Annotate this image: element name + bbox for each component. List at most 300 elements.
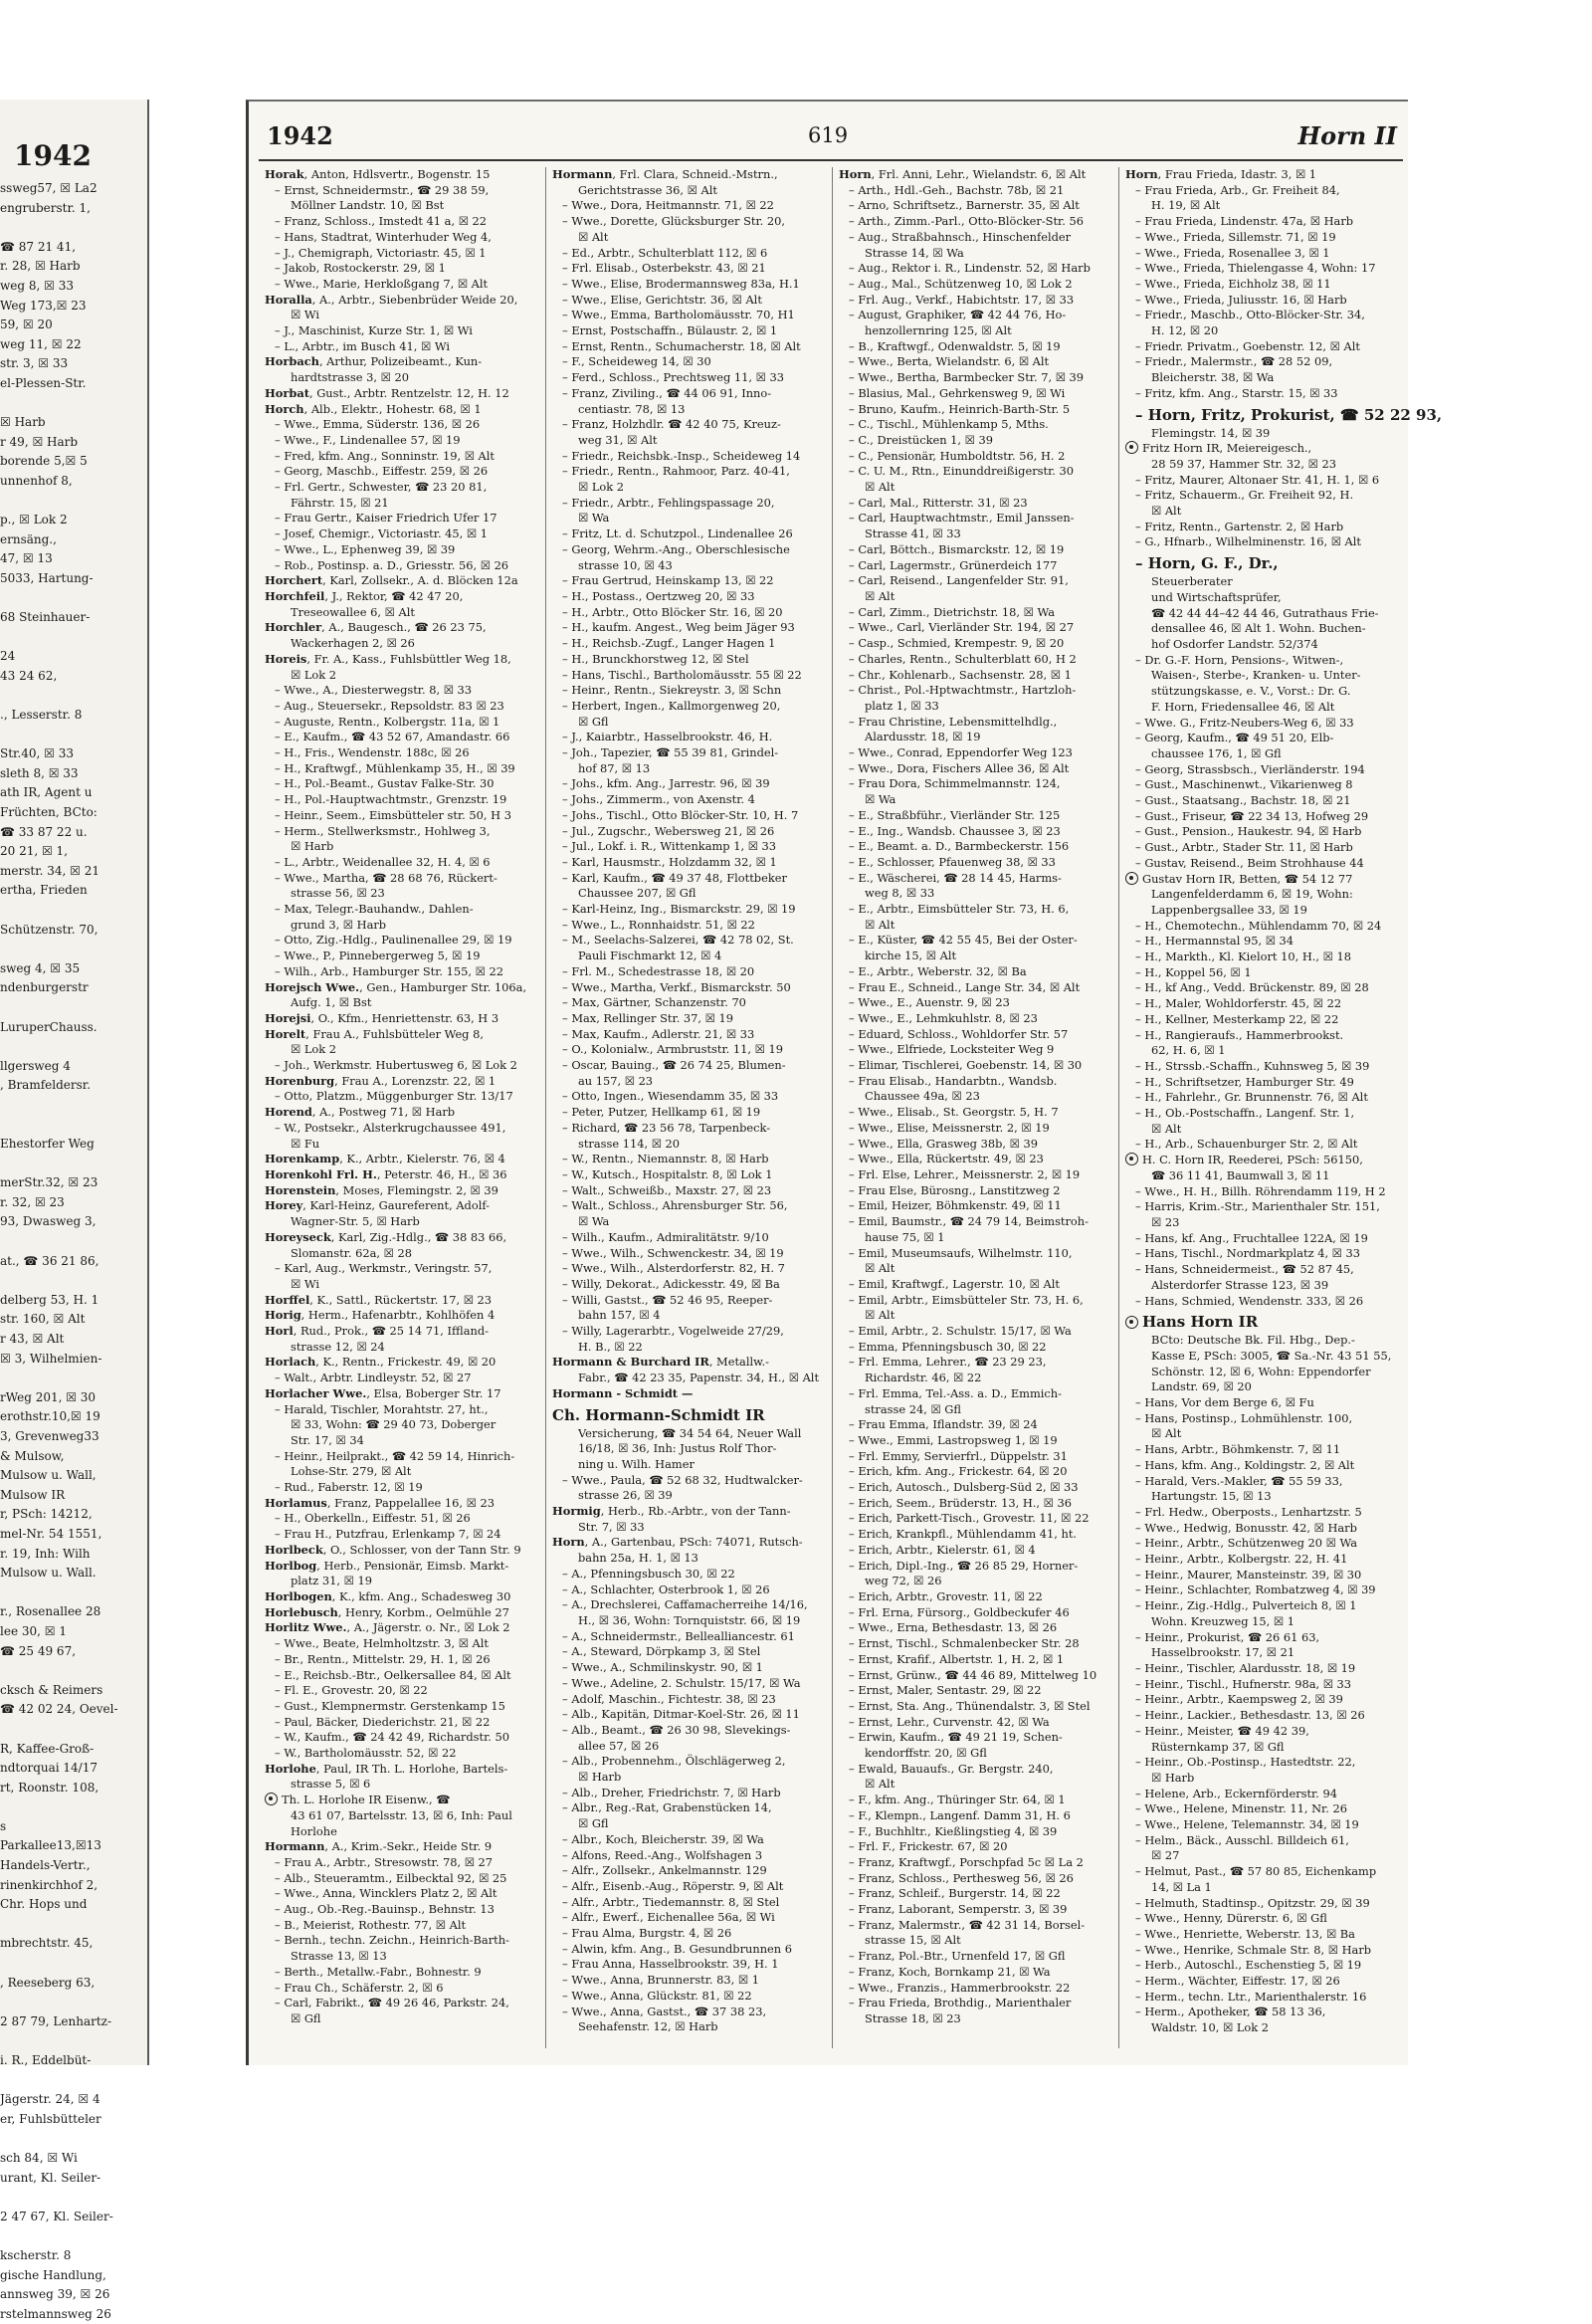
directory-entry: – A., Schneidermstr., Bellealliancestr. 61 — [562, 1628, 795, 1643]
directory-entry: – H., kf Ang., Vedd. Brückenstr. 89, ☒ 28 — [1135, 980, 1369, 995]
directory-entry: ☒ Harb — [1151, 1770, 1195, 1785]
directory-entry: – Frau Gertrud, Heinskamp 13, ☒ 22 — [562, 573, 774, 588]
directory-entry: ☒ Alt — [1151, 504, 1182, 519]
directory-columns — [259, 167, 1443, 2048]
directory-entry: Horend, A., Postweg 71, ☒ Harb — [265, 1105, 456, 1120]
previous-page-line: gische Handlung, — [0, 2267, 106, 2282]
directory-entry: Strasse 14, ☒ Wa — [865, 245, 964, 260]
directory-entry: – Wwe., Anna, Brunnerstr. 83, ☒ 1 — [562, 1973, 759, 1988]
directory-entry: – Ernst, Sta. Ang., Thünendalstr. 3, ☒ Stel — [849, 1698, 1091, 1713]
previous-page-line: ath IR, Agent u — [0, 785, 93, 800]
directory-entry: – Frau Else, Bürosng., Lanstitzweg 2 — [849, 1182, 1061, 1197]
directory-entry: – Aug., Rektor i. R., Lindenstr. 52, ☒ Harb — [849, 261, 1091, 276]
directory-entry: – Wwe., Dora, Heitmannstr. 71, ☒ 22 — [562, 198, 774, 213]
previous-page-line: 5033, Hartung- — [0, 570, 94, 585]
directory-entry: – Richard, ☎ 23 56 78, Tarpenbeck- — [562, 1120, 771, 1135]
directory-entry: – C. U. M., Rtn., Einunddreißigerstr. 30 — [849, 464, 1074, 479]
previous-page-line — [0, 2071, 145, 2091]
directory-entry: – Carl, Reisend., Langenfelder Str. 91, — [849, 573, 1069, 588]
directory-entry: – Carl, Lagermstr., Grünerdeich 177 — [849, 557, 1058, 572]
directory-entry: – Wwe., Wilh., Alsterdorferstr. 82, H. 7 — [562, 1261, 785, 1276]
directory-entry: bahn 157, ☒ 4 — [578, 1308, 661, 1323]
directory-entry: ☒ Alt — [1151, 1121, 1182, 1136]
directory-entry: ☒ Wa — [578, 1214, 610, 1229]
previous-page-edge — [0, 100, 149, 2321]
directory-entry: Str. 7, ☒ 33 — [578, 1519, 645, 1534]
directory-entry: – Wwe., A., Diesterwegstr. 8, ☒ 33 — [275, 683, 473, 698]
previous-page-line: ☎ 33 87 22 u. — [0, 824, 88, 839]
previous-page-line: erothstr.10,☒ 19 — [0, 1409, 100, 1424]
directory-entry: platz 1, ☒ 33 — [865, 698, 939, 713]
directory-entry: Th. L. Horlohe IR Eisenw., ☎ — [265, 1793, 533, 1808]
directory-entry: – Karl, Hausmstr., Holzdamm 32, ☒ 1 — [562, 854, 777, 869]
previous-page-line: delberg 53, H. 1 — [0, 1292, 100, 1307]
directory-entry: Hartungstr. 15, ☒ 13 — [1151, 1489, 1272, 1504]
previous-page-line — [0, 1954, 145, 1974]
directory-entry: – Erwin, Kaufm., ☎ 49 21 19, Schen- — [849, 1730, 1063, 1745]
directory-entry: – Friedr. Privatm., Goebenstr. 12, ☒ Alt — [1135, 338, 1360, 353]
directory-entry: – Ernst, Krafif., Albertstr. 1, H. 2, ☒ 1 — [849, 1651, 1065, 1666]
directory-entry: – Wwe., L., Ronnhaidstr. 51, ☒ 22 — [562, 917, 755, 932]
directory-entry: Wackerhagen 2, ☒ 26 — [291, 636, 415, 651]
directory-entry: – Wwe., Ella, Rückertstr. 49, ☒ 23 — [849, 1152, 1044, 1166]
directory-entry: Hormig, Herb., Rb.-Arbtr., von der Tann- — [552, 1504, 791, 1519]
previous-page-line: Mulsow IR — [0, 1487, 66, 1502]
directory-entry: – Frl. F., Frickestr. 67, ☒ 20 — [849, 1839, 1008, 1854]
directory-entry: – Friedr., Rentn., Rahmoor, Parz. 40-41, — [562, 464, 790, 479]
previous-page-line — [0, 686, 145, 706]
directory-entry: – Wwe., Elise, Gerichtstr. 36, ☒ Alt — [562, 292, 762, 307]
previous-page-line: Schützenstr. 70, — [0, 922, 99, 937]
directory-entry: – Frau E., Schneid., Lange Str. 34, ☒ Alt — [849, 979, 1081, 994]
directory-entry: – Dr. G.-F. Horn, Pensions-, Witwen-, — [1135, 652, 1344, 667]
directory-entry: ☒ Alt — [865, 1308, 896, 1323]
previous-page-line — [0, 1037, 145, 1057]
directory-entry: – C., Pensionär, Humboldtstr. 56, H. 2 — [849, 448, 1066, 463]
directory-entry: – Willi, Gastst., ☎ 52 46 95, Reeper- — [562, 1292, 773, 1307]
previous-page-line: 93, Dwasweg 3, — [0, 1214, 97, 1229]
directory-entry: densallee 46, ☒ Alt 1. Wohn. Buchen- — [1151, 621, 1366, 636]
directory-entry: – W., Bartholomäusstr. 52, ☒ 22 — [275, 1746, 457, 1761]
directory-entry: – H., Pol.-Beamt., Gustav Falke-Str. 30 — [275, 776, 495, 791]
directory-entry: – Wwe., Bertha, Barmbecker Str. 7, ☒ 39 — [849, 370, 1085, 385]
directory-entry: Chaussee 49a, ☒ 23 — [865, 1089, 980, 1104]
directory-entry: Lohse-Str. 279, ☒ Alt — [291, 1464, 412, 1479]
directory-entry: – H., Hermannstal 95, ☒ 34 — [1135, 934, 1294, 949]
directory-entry: – Alb., Beamt., ☎ 26 30 98, Slevekings- — [562, 1722, 791, 1737]
directory-entry: – Fritz, Lt. d. Schutzpol., Lindenallee 26 — [562, 527, 793, 541]
previous-page-line: p., ☒ Lok 2 — [0, 513, 68, 528]
directory-entry: – Josef, Chemigr., Victoriastr. 45, ☒ 1 — [275, 527, 488, 541]
directory-entry: – Hans, Stadtrat, Winterhuder Weg 4, — [275, 229, 492, 244]
directory-entry: Hormann, Frl. Clara, Schneid.-Mstrn., — [552, 167, 778, 181]
directory-entry: allee 57, ☒ 26 — [578, 1738, 660, 1753]
directory-entry: – Horn, G. F., Dr., — [1135, 554, 1279, 573]
directory-entry: – Franz, Pol.-Btr., Urnenfeld 17, ☒ Gfl — [849, 1949, 1066, 1964]
previous-page-line: 3, Grevenweg33 — [0, 1429, 100, 1443]
previous-page-line: ., Lesserstr. 8 — [0, 708, 83, 723]
directory-entry: – Otto, Platzm., Müggenburger Str. 13/17 — [275, 1089, 513, 1104]
directory-entry: – Paul, Bäcker, Diederichstr. 21, ☒ 22 — [275, 1714, 491, 1729]
directory-entry: – Johs., Tischl., Otto Blöcker-Str. 10, H. 7 — [562, 807, 799, 822]
directory-entry: – H., Brunckhorstweg 12, ☒ Stel — [562, 651, 749, 666]
directory-entry: ☒ Fu — [291, 1136, 320, 1151]
directory-entry: – Max, Gärtner, Schanzenstr. 70 — [562, 995, 746, 1010]
directory-entry: strasse 114, ☒ 20 — [578, 1136, 681, 1151]
directory-entry: – Max, Rellinger Str. 37, ☒ 19 — [562, 1010, 733, 1025]
directory-entry: Kasse E, PSch: 3005, ☎ Sa.-Nr. 43 51 55, — [1151, 1348, 1392, 1363]
directory-entry: Horlacher Wwe., Elsa, Boberger Str. 17 — [265, 1385, 501, 1400]
previous-page-line: ernsäng., — [0, 531, 57, 546]
directory-entry: Hasselbrookstr. 17, ☒ 21 — [1151, 1645, 1295, 1660]
directory-entry: – Gust., Maschinenwt., Vikarienweg 8 — [1135, 777, 1353, 792]
directory-entry: – Wwe., A., Schmilinskystr. 90, ☒ 1 — [562, 1660, 763, 1675]
directory-entry: – Wwe., Carl, Vierländer Str. 194, ☒ 27 — [849, 620, 1075, 635]
directory-entry: – Arth., Hdl.-Geh., Bachstr. 78b, ☒ 21 — [849, 182, 1065, 197]
previous-page-line — [0, 628, 145, 648]
directory-entry: weg 31, ☒ Alt — [578, 432, 658, 447]
directory-entry: – Otto, Ingen., Wiesendamm 35, ☒ 33 — [562, 1089, 779, 1104]
previous-page-line: cksch & Reimers — [0, 1682, 103, 1697]
previous-page-line: R, Kaffee-Groß- — [0, 1741, 95, 1756]
previous-page-line: 68 Steinhauer- — [0, 610, 91, 625]
directory-entry: – Frl. Else, Lehrer., Meissnerstr. 2, ☒ 19 — [849, 1167, 1081, 1181]
previous-page-line: mbrechtstr. 45, — [0, 1936, 94, 1951]
directory-entry: – Wwe., Ella, Grasweg 38b, ☒ 39 — [849, 1136, 1038, 1151]
directory-entry: ☒ Alt — [865, 1777, 896, 1792]
directory-entry: 16/18, ☒ 36, Inh: Justus Rolf Thor- — [578, 1441, 777, 1456]
directory-entry: – Max, Telegr.-Bauhandw., Dahlen- — [275, 902, 474, 917]
directory-entry: Alardusstr. 18, ☒ 19 — [865, 730, 981, 744]
directory-entry: – Heinr., Heilprakt., ☎ 42 59 14, Hinrich- — [275, 1448, 515, 1463]
previous-page-line — [0, 1155, 145, 1174]
directory-entry: ☒ Alt — [865, 480, 896, 495]
directory-entry: – E., Straßbführ., Vierländer Str. 125 — [849, 807, 1061, 822]
directory-entry: – Erich, Dipl.-Ing., ☎ 26 85 29, Horner- — [849, 1558, 1079, 1573]
previous-page-line — [0, 2031, 145, 2051]
previous-page-line: Früchten, BCto: — [0, 805, 98, 819]
directory-entry: ☒ Alt — [865, 917, 896, 932]
directory-entry: Horey, Karl-Heinz, Gaureferent, Adolf- — [265, 1198, 490, 1213]
directory-entry: – Wwe., Frieda, Juliusstr. 16, ☒ Harb — [1135, 292, 1347, 307]
directory-entry: – Wwe., H. H., Billh. Röhrendamm 119, H 2 — [1135, 1183, 1386, 1198]
page-header — [259, 119, 1403, 159]
previous-page-line: merstr. 34, ☒ 21 — [0, 863, 100, 878]
directory-entry: – Fritz, kfm. Ang., Starstr. 15, ☒ 33 — [1135, 385, 1338, 400]
directory-entry: – Wwe., Beate, Helmholtzstr. 3, ☒ Alt — [275, 1636, 489, 1651]
directory-entry: Hormann - Schmidt — — [552, 1385, 694, 1400]
previous-page-line: weg 8, ☒ 33 — [0, 278, 74, 293]
directory-entry: – Wwe., Henny, Dürerstr. 6, ☒ Gfl — [1135, 1911, 1327, 1926]
directory-entry: – Franz, Schloss., Perthesweg 56, ☒ 26 — [849, 1870, 1074, 1885]
directory-entry: – Franz, Ziviling., ☎ 44 06 91, Inno- — [562, 385, 772, 400]
directory-entry: – Frl. Hedw., Oberposts., Lenhartzstr. 5 — [1135, 1504, 1362, 1519]
previous-page-line: sweg 4, ☒ 35 — [0, 960, 81, 975]
directory-entry: – H., Arb., Schauenburger Str. 2, ☒ Alt — [1135, 1137, 1358, 1152]
directory-entry: – Hans, Arbtr., Böhmkenstr. 7, ☒ 11 — [1135, 1442, 1341, 1457]
directory-entry: – Wwe., P., Pinnebergerweg 5, ☒ 19 — [275, 949, 481, 963]
directory-entry: – Rob., Postinsp. a. D., Griesstr. 56, ☒ 26 — [275, 557, 509, 572]
directory-entry: – A., Steward, Dörpkamp 3, ☒ Stel — [562, 1644, 761, 1659]
directory-entry: – E., Kaufm., ☎ 43 52 67, Amandastr. 66 — [275, 730, 510, 744]
directory-entry: – Emma, Pfenningsbusch 30, ☒ 22 — [849, 1339, 1047, 1354]
directory-entry: ☒ Alt — [865, 1261, 896, 1276]
directory-entry: – E., Arbtr., Eimsbütteler Str. 73, H. 6, — [849, 902, 1070, 917]
directory-entry: strasse 12, ☒ 24 — [291, 1339, 385, 1354]
directory-entry: ☒ Alt — [1151, 1426, 1182, 1441]
directory-entry: – Georg, Wehrm.-Ang., Oberschlesische — [562, 541, 790, 556]
directory-entry: hardtstrasse 3, ☒ 20 — [291, 370, 409, 385]
directory-entry: – H., Rangieraufs., Hammerbrookst. — [1135, 1027, 1344, 1042]
directory-entry: – Wwe., Henriette, Weberstr. 13, ☒ Ba — [1135, 1926, 1355, 1941]
previous-page-line: engruberstr. 1, — [0, 200, 91, 215]
directory-entry: – Willy, Lagerarbtr., Vogelweide 27/29, — [562, 1324, 784, 1339]
directory-entry: Horeyseck, Karl, Zig.-Hdlg., ☎ 38 83 66, — [265, 1229, 507, 1244]
directory-entry: – Fritz, Rentn., Gartenstr. 2, ☒ Harb — [1135, 519, 1344, 533]
previous-page-line: annsweg 39, ☒ 26 — [0, 2287, 110, 2302]
directory-entry: – H., kaufm. Angest., Weg beim Jäger 93 — [562, 620, 795, 635]
directory-entry: – H., Maler, Wohldorferstr. 45, ☒ 22 — [1135, 996, 1342, 1011]
directory-entry: Horlohe, Paul, IR Th. L. Horlohe, Bartels- — [265, 1761, 508, 1776]
directory-entry: – Carl, Böttch., Bismarckstr. 12, ☒ 19 — [849, 541, 1065, 556]
directory-entry: – Heinr., Rentn., Siekreystr. 3, ☒ Schn — [562, 683, 782, 698]
directory-entry: – Ernst, Lehr., Curvenstr. 42, ☒ Wa — [849, 1714, 1050, 1729]
directory-entry: – Heinr., Zig.-Hdlg., Pulverteich 8, ☒ 1 — [1135, 1598, 1357, 1613]
directory-entry: – Karl-Heinz, Ing., Bismarckstr. 29, ☒ 19 — [562, 902, 796, 917]
directory-entry: – F., Scheideweg 14, ☒ 30 — [562, 354, 711, 369]
directory-entry: ☒ Alt — [578, 229, 609, 244]
directory-entry: ☒ Alt — [865, 588, 896, 603]
directory-entry: – Fl. E., Grovestr. 20, ☒ 22 — [275, 1683, 428, 1698]
directory-entry: Strasse 18, ☒ 23 — [865, 2010, 961, 2025]
directory-entry: Horlamus, Franz, Pappelallee 16, ☒ 23 — [265, 1495, 495, 1510]
directory-entry: – Wwe., Elise, Meissnerstr. 2, ☒ 19 — [849, 1120, 1050, 1135]
directory-entry: ☒ Gfl — [578, 714, 609, 729]
directory-entry: – H., Koppel 56, ☒ 1 — [1135, 964, 1252, 979]
directory-entry: Horig, Herm., Hafenarbtr., Kohlhöfen 4 — [265, 1308, 496, 1323]
directory-entry: – Harald, Vers.-Makler, ☎ 55 59 33, — [1135, 1473, 1343, 1488]
previous-page-line: el-Plessen-Str. — [0, 375, 87, 390]
previous-page-line — [0, 492, 145, 512]
directory-entry: – Frau H., Putzfrau, Erlenkamp 7, ☒ 24 — [275, 1527, 501, 1542]
previous-page-line: Weg 173,☒ 23 — [0, 298, 87, 313]
directory-entry: Schönstr. 12, ☒ 6, Wohn: Eppendorfer — [1151, 1364, 1371, 1378]
previous-page-line: str. 3, ☒ 33 — [0, 356, 69, 371]
directory-entry: Horenstein, Moses, Flemingstr. 2, ☒ 39 — [265, 1182, 498, 1197]
previous-page-line: Ehestorfer Weg — [0, 1137, 95, 1152]
directory-entry: – Jul., Lokf. i. R., Wittenkamp 1, ☒ 33 — [562, 839, 777, 854]
directory-entry: – Wwe., L., Ephenweg 39, ☒ 39 — [275, 541, 456, 556]
previous-page-line: sleth 8, ☒ 33 — [0, 765, 79, 780]
previous-page-line — [0, 2226, 145, 2246]
previous-page-line: borende 5,☒ 5 — [0, 454, 88, 469]
directory-entry: Horl, Rud., Prok., ☎ 25 14 71, Iffland- — [265, 1324, 490, 1339]
previous-page-line: & Mulsow, — [0, 1448, 65, 1463]
directory-entry: Horejsch Wwe., Gen., Hamburger Str. 106a, — [265, 979, 527, 994]
directory-entry: Horn, Frau Frieda, Idastr. 3, ☒ 1 — [1125, 167, 1317, 181]
directory-entry: – Casp., Schmied, Krempestr. 9, ☒ 20 — [849, 636, 1065, 651]
directory-entry: – Wwe., Hedwig, Bonusstr. 42, ☒ Harb — [1135, 1520, 1357, 1535]
registered-firm-mark-icon — [1125, 1153, 1138, 1165]
directory-entry: – Arth., Zimm.-Parl., Otto-Blöcker-Str. 56 — [849, 214, 1084, 229]
directory-entry: – E., Arbtr., Weberstr. 32, ☒ Ba — [849, 963, 1027, 978]
directory-entry: – Aug., Straßbahnsch., Hinschenfelder — [849, 229, 1072, 244]
directory-entry: – Wwe., Paula, ☎ 52 68 32, Hudtwalcker- — [562, 1472, 803, 1487]
directory-entry: – Wwe., Anna, Glückstr. 81, ☒ 22 — [562, 1988, 752, 2003]
directory-entry: Horbat, Gust., Arbtr. Rentzelstr. 12, H. 12 — [265, 385, 509, 400]
directory-entry: – Franz, Schleif., Burgerstr. 14, ☒ 22 — [849, 1886, 1061, 1901]
directory-entry: Horlbeck, O., Schlosser, von der Tann Str. 9 — [265, 1542, 521, 1557]
directory-entry: – Herm., techn. Ltr., Marienthalerstr. 16 — [1135, 1989, 1367, 2004]
directory-entry: – Horn, Fritz, Prokurist, ☎ 52 22 93, — [1135, 405, 1443, 424]
previous-page-line: 59, ☒ 20 — [0, 317, 53, 332]
directory-entry: – F., kfm. Ang., Thüringer Str. 64, ☒ 1 — [849, 1793, 1066, 1807]
directory-entry: – H., Strssb.-Schaffn., Kuhnsweg 5, ☒ 39 — [1135, 1058, 1370, 1073]
directory-entry: – Franz, Laborant, Semperstr. 3, ☒ 39 — [849, 1902, 1068, 1917]
directory-entry: bahn 25a, H. 1, ☒ 13 — [578, 1551, 698, 1566]
directory-entry: – H., Ob.-Postschaffn., Langenf. Str. 1, — [1135, 1106, 1355, 1121]
directory-entry: Slomanstr. 62a, ☒ 28 — [291, 1245, 412, 1260]
directory-entry: – Wwe., Berta, Wielandstr. 6, ☒ Alt — [849, 354, 1050, 369]
directory-entry: ☒ 23 — [1151, 1215, 1180, 1229]
previous-page-line: 2 47 67, Kl. Seiler- — [0, 2209, 113, 2223]
directory-entry: – Peter, Putzer, Hellkamp 61, ☒ 19 — [562, 1105, 761, 1120]
directory-entry: Versicherung, ☎ 34 54 64, Neuer Wall — [578, 1425, 802, 1440]
directory-entry: H. C. Horn IR, Reederei, PSch: 56150, — [1125, 1153, 1394, 1168]
directory-entry: Gustav Horn IR, Betten, ☎ 54 12 77 — [1125, 872, 1394, 888]
directory-entry: – Fred, kfm. Ang., Sonninstr. 19, ☒ Alt — [275, 448, 495, 463]
directory-entry: – Frau A., Arbtr., Stresowstr. 78, ☒ 27 — [275, 1854, 494, 1869]
directory-entry: weg 72, ☒ 26 — [865, 1574, 942, 1588]
registered-firm-mark-icon — [265, 1793, 278, 1805]
directory-entry: – H., Chemotechn., Mühlendamm 70, ☒ 24 — [1135, 918, 1382, 933]
directory-entry: – Bruno, Kaufm., Heinrich-Barth-Str. 5 — [849, 401, 1071, 416]
directory-entry: 62, H. 6, ☒ 1 — [1151, 1043, 1226, 1058]
directory-entry: – Walt., Schloss., Ahrensburger Str. 56, — [562, 1198, 788, 1213]
directory-entry: – Emil, Kraftwgf., Lagerstr. 10, ☒ Alt — [849, 1276, 1060, 1291]
directory-entry: – Wwe., Erna, Bethesdastr. 13, ☒ 26 — [849, 1620, 1058, 1635]
header-rule — [259, 159, 1403, 161]
directory-entry: kendorffstr. 20, ☒ Gfl — [865, 1746, 987, 1761]
directory-entry: – H., Schriftsetzer, Hamburger Str. 49 — [1135, 1074, 1354, 1089]
directory-entry: – August, Graphiker, ☎ 42 44 76, Ho- — [849, 308, 1067, 322]
directory-entry: Hans Horn IR — [1125, 1311, 1394, 1333]
directory-entry: – Eduard, Schloss., Wohldorfer Str. 57 — [849, 1026, 1069, 1041]
directory-entry: – Wwe., Dorette, Glücksburger Str. 20, — [562, 214, 785, 229]
directory-entry: – J., Maschinist, Kurze Str. 1, ☒ Wi — [275, 323, 473, 338]
previous-page-line: r 43, ☒ Alt — [0, 1332, 65, 1347]
directory-entry: – Alfr., Arbtr., Tiedemannstr. 8, ☒ Stel — [562, 1894, 780, 1909]
directory-entry: – Georg, Maschb., Eiffestr. 259, ☒ 26 — [275, 464, 489, 479]
directory-entry: – Karl, Aug., Werkmstr., Veringstr. 57, — [275, 1261, 493, 1276]
directory-entry: – H., Fris., Wendenstr. 188c, ☒ 26 — [275, 745, 470, 760]
directory-entry: ☒ Wi — [291, 1276, 319, 1291]
directory-entry: Horlbogen, K., kfm. Ang., Schadesweg 30 — [265, 1588, 511, 1603]
directory-entry: Hormann & Burchard IR, Metallw.- — [552, 1355, 769, 1370]
previous-page-line: unnenhof 8, — [0, 473, 73, 488]
directory-entry: – Frl. Emma, Tel.-Ass. a. D., Emmich- — [849, 1385, 1062, 1400]
previous-page-line: llgersweg 4 — [0, 1058, 71, 1073]
directory-entry: – Wilh., Arb., Hamburger Str. 155, ☒ 22 — [275, 963, 503, 978]
directory-entry: Horn, Frl. Anni, Lehr., Wielandstr. 6, ☒ Alt — [839, 167, 1087, 181]
directory-entry: – Friedr., Maschb., Otto-Blöcker-Str. 34, — [1135, 308, 1365, 322]
directory-entry: – Christ., Pol.-Hptwachtmstr., Hartzloh- — [849, 683, 1077, 698]
directory-entry: – H., Reichsb.-Zugf., Langer Hagen 1 — [562, 636, 776, 651]
directory-entry: – Wwe., Frieda, Sillemstr. 71, ☒ 19 — [1135, 229, 1336, 244]
previous-page-line: Chr. Hops und — [0, 1897, 88, 1912]
directory-entry: – Arno, Schriftsetz., Barnerstr. 35, ☒ Alt — [849, 198, 1080, 213]
directory-entry: – Blasius, Mal., Gehrkensweg 9, ☒ Wi — [849, 385, 1066, 400]
directory-entry: – Frau Dora, Schimmelmannstr. 124, — [849, 776, 1061, 791]
directory-entry: Fährstr. 15, ☒ 21 — [291, 495, 389, 510]
directory-entry: Langenfelderdamm 6, ☒ 19, Wohn: — [1151, 887, 1353, 902]
directory-entry: – Aug., Steuersekr., Repsoldstr. 83 ☒ 23 — [275, 698, 504, 713]
directory-entry: – Gustav, Reisend., Beim Strohhause 44 — [1135, 855, 1364, 870]
directory-entry: – E., Küster, ☎ 42 55 45, Bei der Oster- — [849, 933, 1078, 948]
directory-entry: Wohn. Kreuzweg 15, ☒ 1 — [1151, 1613, 1294, 1628]
previous-page-line: , Bramfeldersr. — [0, 1078, 92, 1093]
directory-entry: – Helmut, Past., ☎ 57 80 85, Eichenkamp — [1135, 1864, 1377, 1879]
directory-entry: – Heinr., Prokurist, ☎ 26 61 63, — [1135, 1629, 1320, 1644]
directory-entry: – Gust., Friseur, ☎ 22 34 13, Hofweg 29 — [1135, 808, 1369, 823]
directory-entry: 43 61 07, Bartelsstr. 13, ☒ 6, Inh: Paul — [291, 1807, 512, 1822]
directory-entry: – Alfr., Zollsekr., Ankelmannstr. 129 — [562, 1863, 767, 1878]
directory-entry: – Berth., Metallw.-Fabr., Bohnestr. 9 — [275, 1964, 482, 1979]
directory-entry: – W., Kaufm., ☎ 24 42 49, Richardstr. 50 — [275, 1730, 509, 1745]
header-year: 1942 — [267, 121, 333, 150]
directory-entry: Gerichtstrasse 36, ☒ Alt — [578, 182, 717, 197]
directory-entry: Pauli Fischmarkt 12, ☒ 4 — [578, 949, 722, 963]
directory-entry: – Wwe., E., Auenstr. 9, ☒ 23 — [849, 995, 1010, 1010]
previous-page-line — [0, 726, 145, 745]
directory-entry: – Max, Kaufm., Adlerstr. 21, ☒ 33 — [562, 1026, 755, 1041]
directory-entry: – Frau Frieda, Arb., Gr. Freiheit 84, — [1135, 182, 1340, 197]
directory-entry: – L., Arbtr., im Busch 41, ☒ Wi — [275, 338, 451, 353]
directory-entry: H. 19, ☒ Alt — [1151, 198, 1221, 213]
previous-page-line — [0, 588, 145, 608]
directory-entry: – Alb., Steueramtm., Eilbecktal 92, ☒ 25 — [275, 1870, 507, 1885]
directory-entry: Waldstr. 10, ☒ Lok 2 — [1151, 2020, 1270, 2035]
directory-entry: – Ed., Arbtr., Schulterblatt 112, ☒ 6 — [562, 245, 768, 260]
directory-entry: – Wwe., Martha, ☎ 28 68 76, Rückert- — [275, 870, 498, 885]
directory-entry: – Hans, kf. Ang., Fruchtallee 122A, ☒ 19 — [1135, 1230, 1368, 1245]
directory-entry: – Wwe., Helene, Minenstr. 11, Nr. 26 — [1135, 1801, 1347, 1816]
directory-entry: – Herm., Apotheker, ☎ 58 13 36, — [1135, 2005, 1326, 2019]
directory-entry: – H., Fahrlehr., Gr. Brunnenstr. 76, ☒ Alt — [1135, 1090, 1368, 1105]
directory-entry: ☒ Wa — [578, 511, 610, 526]
directory-entry: – Georg, Kaufm., ☎ 49 51 20, Elb- — [1135, 731, 1334, 745]
directory-entry: ☎ 36 11 41, Baumwall 3, ☒ 11 — [1151, 1167, 1330, 1182]
directory-entry: centiastr. 78, ☒ 13 — [578, 401, 686, 416]
directory-entry: ☒ Lok 2 — [578, 480, 625, 495]
directory-entry: – Franz, Malermstr., ☎ 42 31 14, Borsel- — [849, 1917, 1086, 1932]
directory-entry: – Wwe. G., Fritz-Neubers-Weg 6, ☒ 33 — [1135, 715, 1354, 730]
section-title: Horn II — [1297, 121, 1397, 150]
directory-entry: – Johs., Zimmerm., von Axenstr. 4 — [562, 792, 755, 807]
registered-firm-mark-icon — [1125, 1316, 1138, 1329]
directory-entry: – Wwe., Dora, Fischers Allee 36, ☒ Alt — [849, 760, 1070, 775]
previous-page-line — [0, 394, 145, 414]
directory-entry: Horalla, A., Arbtr., Siebenbrüder Weide 20, — [265, 292, 518, 307]
previous-page-line: Parkallee13,☒13 — [0, 1838, 101, 1853]
directory-entry: – Alwin, kfm. Ang., B. Gesundbrunnen 6 — [562, 1941, 792, 1956]
previous-page-line: 43 24 62, — [0, 668, 58, 683]
directory-entry: – Wwe., Henrike, Schmale Str. 8, ☒ Harb — [1135, 1942, 1372, 1957]
directory-entry: Horenkamp, K., Arbtr., Kielerstr. 76, ☒ 4 — [265, 1152, 505, 1166]
previous-page-line: r. 32, ☒ 23 — [0, 1194, 65, 1209]
directory-entry: – Karl, Kaufm., ☎ 49 37 48, Flottbeker — [562, 870, 787, 885]
directory-entry: – Wwe., Anna, Wincklers Platz 2, ☒ Alt — [275, 1886, 498, 1901]
